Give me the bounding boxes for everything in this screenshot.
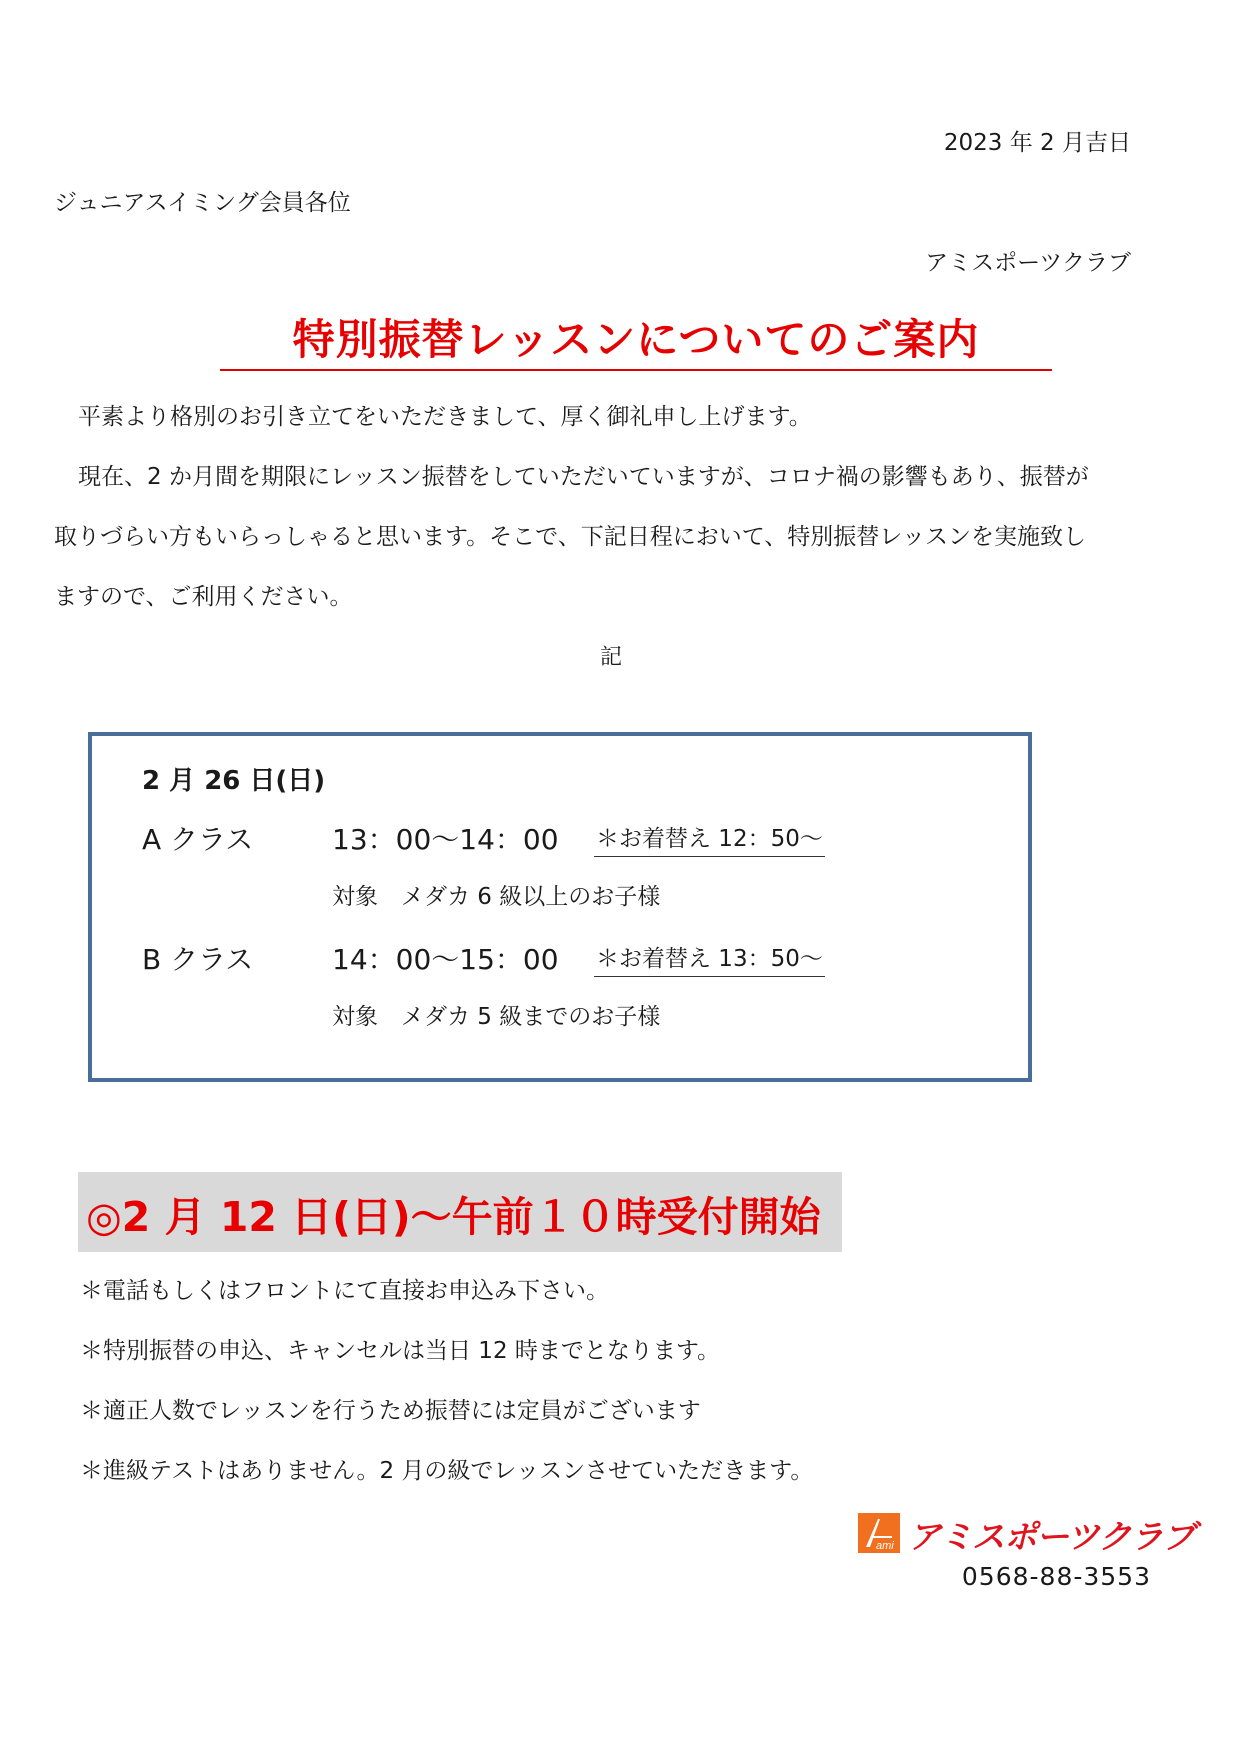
class-a-target: 対象 メダカ 6 級以上のお子様 — [332, 884, 661, 910]
class-b-changing-time: ＊お着替え 13：50～ — [594, 940, 825, 977]
lesson-date: 2 月 26 日(日) — [142, 766, 326, 796]
class-a-name: A クラス — [142, 823, 254, 856]
recipient: ジュニアスイミング会員各位 — [54, 190, 351, 216]
logo-text: アミスポーツクラブ — [908, 1517, 1195, 1556]
sender: アミスポーツクラブ — [925, 250, 1131, 276]
reception-start: ◎2 月 12 日(日)～午前１０時受付開始 — [86, 1193, 821, 1241]
greeting-paragraph: 平素より格別のお引き立てをいただきまして、厚く御礼申し上げます。 — [78, 404, 812, 430]
title-block — [220, 303, 1052, 371]
note-item: ＊電話もしくはフロントにて直接お申込み下さい。 — [80, 1278, 609, 1304]
body-line-2: 取りづらい方もいらっしゃると思います。そこで、下記日程において、特別振替レッスンを実施致し — [54, 524, 1087, 550]
class-b-name: B クラス — [142, 943, 254, 976]
phone-number: 0568-88-3553 — [961, 1562, 1151, 1591]
note-item: ＊特別振替の申込、キャンセルは当日 12 時までとなります。 — [80, 1338, 721, 1364]
body-line-3: ますので、ご利用ください。 — [54, 584, 353, 610]
document-title: 特別振替レッスンについてのご案内 — [292, 315, 980, 364]
class-b-time: 14：00～15：00 — [332, 943, 559, 976]
reception-banner — [78, 1172, 842, 1252]
ki-heading: 記 — [600, 645, 623, 670]
class-a-changing-time: ＊お着替え 12：50～ — [594, 820, 825, 857]
class-b-target: 対象 メダカ 5 級までのお子様 — [332, 1004, 661, 1030]
note-item: ＊適正人数でレッスンを行うため振替には定員がございます — [80, 1398, 701, 1424]
ami-logo-icon — [858, 1513, 900, 1553]
note-item: ＊進級テストはありません。2 月の級でレッスンさせていただきます。 — [80, 1458, 814, 1484]
body-line-1: 現在、2 か月間を期限にレッスン振替をしていただいていますが、コロナ禍の影響もあり、振替が — [78, 464, 1089, 490]
document-date: 2023 年 2 月吉日 — [943, 130, 1131, 156]
schedule-box — [88, 732, 1032, 1082]
svg-text:ami: ami — [876, 1540, 894, 1552]
class-a-time: 13：00～14：00 — [332, 823, 559, 856]
